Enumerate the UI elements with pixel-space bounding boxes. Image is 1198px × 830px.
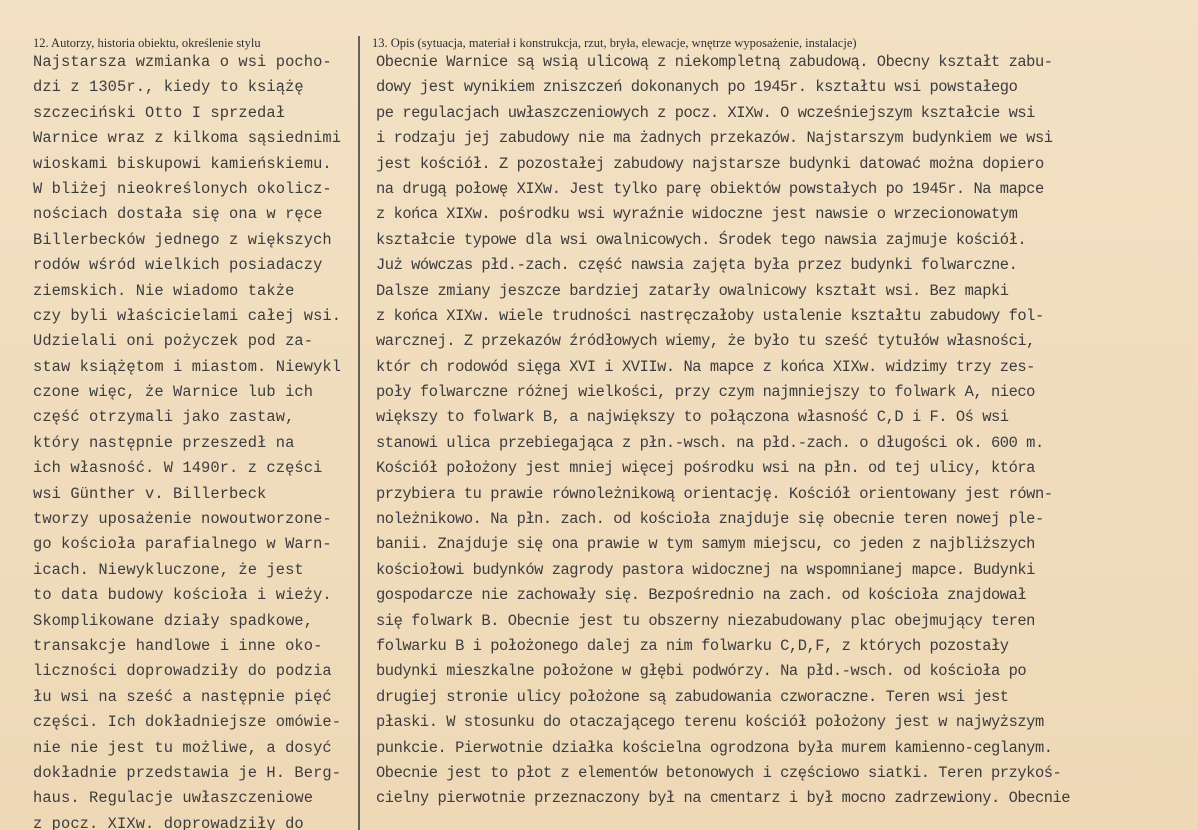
description-text-line: płaski. W stosunku do otaczającego terenu kościół położony jest w najwyższym [376,713,1044,732]
description-text-line: budynki mieszkalne położone w głębi podwórzy. Na płd.-wsch. od kościoła po [376,662,1027,681]
description-text-line: kształcie typowe dla wsi owalnicowych. Środek tego nawsia zajmuje kościół. [376,230,1027,249]
history-text-line: z pocz. XIXw. doprowadziły do [33,814,304,830]
history-text-line: wsi Günther v. Billerbeck [33,484,267,503]
description-text-line: większy to folwark B, a największy to połączona własność C,D i F. Oś wsi [376,408,1009,427]
history-text-line: Najstarsza wzmianka o wsi pocho- [33,53,332,71]
description-text-line: folwarku B i położonego dalej za nim folwarku C,D,F, z których pozostały [376,636,1009,655]
column-divider [358,36,360,830]
description-text-line: Obecnie Warnice są wsią ulicową z niekompletną zabudową. Obecny kształt zabu- [376,53,1053,71]
history-text-line: rodów wśród wielkich posiadaczy [33,256,323,275]
history-text-line: nie nie jest tu możliwe, a dosyć [33,738,332,757]
history-text-line: dokładnie przedstawia je H. Berg- [33,763,342,782]
description-text-line: Kościół położony jest mniej więcej pośrodku wsi na płn. od tej ulicy, która [376,459,1035,478]
description-text-line: i rodzaju jej zabudowy nie ma żadnych przekazów. Najstarszym budynkiem we wsi [376,129,1053,148]
history-text-line: Udzielali oni pożyczek pod za- [33,332,314,351]
description-text-line: noleżnikowo. Na płn. zach. od kościoła znajduje się obecnie teren nowej ple- [376,510,1044,529]
history-text-line: dzi z 1305r., kiedy to książę [33,78,304,97]
history-text-line: Warnice wraz z kilkoma sąsiednimi [33,129,342,148]
history-text-line: czy byli właścicielami całej wsi. [33,306,342,325]
description-text-line: jest kościół. Z pozostałej zabudowy najstarsze budynki datować można dopiero [376,154,1044,173]
history-text-line: W bliżej nieokreślonych okolicz- [33,179,332,198]
history-text-line: to data budowy kościoła i wieży. [33,586,332,605]
section-12-header: 12. Autorzy, historia obiektu, określenie stylu [33,36,261,50]
history-text-line: który następnie przeszedł na [33,433,295,452]
description-text-line: banii. Znajduje się ona prawie w tym samym miejscu, co jeden z najbliższych [376,535,1035,554]
history-text-line: Skomplikowane działy spadkowe, [33,611,314,630]
history-text-line: łu wsi na sześć a następnie pięć [33,687,332,706]
description-text-line: warcznej. Z przekazów źródłowych wiemy, że było tu sześć tytułów własności, [376,332,1035,351]
description-text-column [376,50,1198,812]
description-text-line: stanowi ulica przebiegająca z płn.-wsch. na płd.-zach. o długości ok. 600 m. [376,433,1044,452]
history-text-line: icach. Niewykluczone, że jest [33,560,304,579]
description-text-line: się folwark B. Obecnie jest tu obszerny niezabudowany plac obejmujący teren [376,611,1035,630]
history-text-line: go kościoła parafialnego w Warn- [33,535,332,554]
history-text-line: tworzy uposażenie nowoutworzone- [33,510,332,529]
description-text-line: z końca XIXw. wiele trudności nastręczałoby ustalenie kształtu zabudowy fol- [376,306,1044,325]
history-text-line: wioskami biskupowi kamieńskiemu. [33,154,332,173]
description-text-line: gospodarcze nie zachowały się. Bezpośrednio na zach. od kościoła znajdował [376,586,1027,605]
history-text-line: ich własność. W 1490r. z części [33,459,323,478]
history-text-line: szczeciński Otto I sprzedał [33,103,286,122]
history-text-line: części. Ich dokładniejsze omówie- [33,713,342,732]
description-text-line: Obecnie jest to płot z elementów betonowych i częściowo siatki. Teren przykoś- [376,763,1062,782]
description-text-line: punkcie. Pierwotnie działka kościelna ogrodzona była murem kamienno-ceglanym. [376,738,1053,757]
description-text-line: Już wówczas płd.-zach. część nawsia zajęta była przez budynki folwarczne. [376,256,1018,275]
description-text-line: pe regulacjach uwłaszczeniowych z pocz. XIXw. O wcześniejszym kształcie wsi [376,103,1035,122]
description-text-line: cielny pierwotnie przeznaczony był na cmentarz i był mocno zadrzewiony. Obecnie [376,789,1071,808]
history-text-line: ziemskich. Nie wiadomo także [33,281,295,300]
description-text-line: drugiej stronie ulicy położone są zabudowania czworaczne. Teren wsi jest [376,687,1009,706]
description-text-line: kościołowi budynków zagrody pastora widocznej na wspomnianej mapce. Budynki [376,560,1035,579]
history-text-column [33,50,355,830]
description-text-line: któr ch rodowód sięga XVI i XVIIw. Na mapce z końca XIXw. widzimy trzy zes- [376,357,1035,376]
history-text-line: Billerbecków jednego z większych [33,230,332,249]
description-text-line: dowy jest wynikiem zniszczeń dokonanych po 1945r. kształtu wsi powstałego [376,78,1018,97]
description-text-line: na drugą połowę XIXw. Jest tylko parę obiektów powstałych po 1945r. Na mapce [376,179,1044,198]
history-text-line: część otrzymali jako zastaw, [33,408,295,427]
description-text-line: poły folwarczne różnej wielkości, przy czym najmniejszy to folwark A, nieco [376,383,1035,402]
section-13-header: 13. Opis (sytuacja, materiał i konstrukcja, rzut, bryła, elewacje, wnętrze wyposażenie, instalacje) [372,36,857,50]
history-text-line: transakcje handlowe i inne oko- [33,636,323,655]
history-text-line: liczności doprowadziły do podzia [33,662,332,681]
history-text-line: haus. Regulacje uwłaszczeniowe [33,789,314,808]
history-text-line: czone więc, że Warnice lub ich [33,383,314,402]
description-text-line: Dalsze zmiany jeszcze bardziej zatarły owalnicowy kształt wsi. Bez mapki [376,281,1009,300]
history-text-line: staw książętom i miastom. Niewykl [33,357,342,376]
description-text-line: przybiera tu prawie równoleżnikową orientację. Kościół orientowany jest równ- [376,484,1053,503]
description-text-line: z końca XIXw. pośrodku wsi wyraźnie widoczne jest nawsie o wrzecionowatym [376,205,1018,224]
history-text-line: nościach dostała się ona w ręce [33,205,323,224]
